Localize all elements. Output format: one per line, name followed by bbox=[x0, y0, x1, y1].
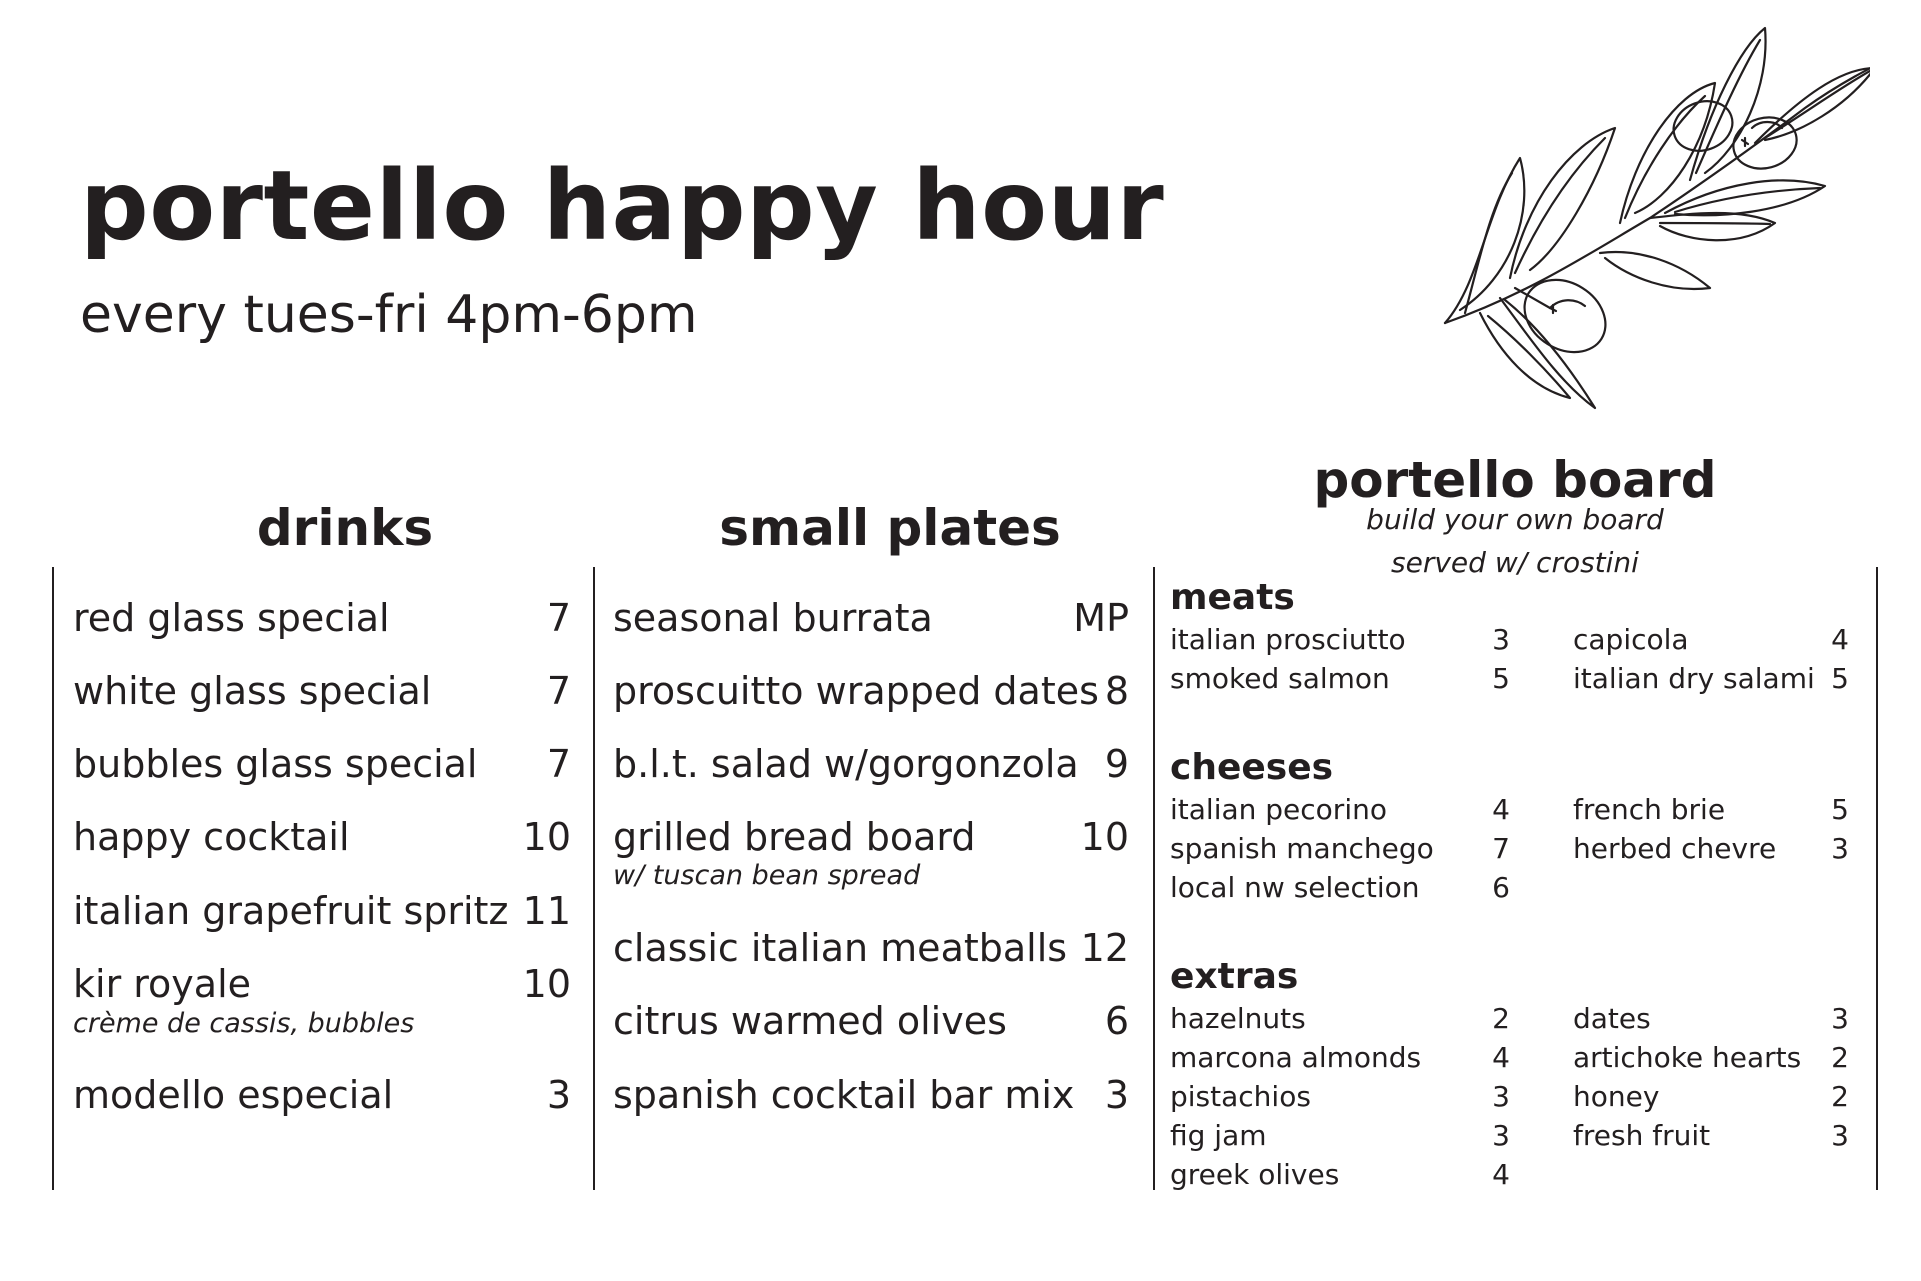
item-price: 10 bbox=[522, 815, 571, 859]
board-subtitle-build: build your own board bbox=[1366, 503, 1664, 536]
item-name: local nw selection bbox=[1170, 871, 1420, 904]
item-price: 7 bbox=[546, 669, 571, 713]
board-item bbox=[1170, 623, 1510, 656]
extras-heading: extras bbox=[1170, 956, 1299, 997]
board-item bbox=[1573, 623, 1849, 656]
item-price: 6 bbox=[1104, 999, 1129, 1043]
item-name: hazelnuts bbox=[1170, 1002, 1306, 1035]
item-price: 5 bbox=[1492, 662, 1510, 695]
item-name: herbed chevre bbox=[1573, 832, 1777, 865]
item-name: red glass special bbox=[73, 596, 390, 640]
item-price: 11 bbox=[522, 889, 571, 933]
menu-item bbox=[613, 815, 1129, 859]
drinks-heading: drinks bbox=[256, 499, 434, 557]
item-name: french brie bbox=[1573, 793, 1726, 826]
menu-item bbox=[613, 596, 1129, 640]
item-price: 3 bbox=[1831, 832, 1849, 865]
item-price: 3 bbox=[546, 1073, 571, 1117]
page-subtitle: every tues-fri 4pm-6pm bbox=[80, 285, 698, 345]
item-price: 4 bbox=[1831, 623, 1849, 656]
menu-item bbox=[73, 742, 571, 786]
board-item bbox=[1170, 662, 1510, 695]
item-price: 9 bbox=[1104, 742, 1129, 786]
board-item bbox=[1573, 1080, 1849, 1113]
small-plates-heading: small plates bbox=[719, 499, 1061, 557]
item-name: capicola bbox=[1573, 623, 1689, 656]
item-name: italian prosciutto bbox=[1170, 623, 1406, 656]
board-item bbox=[1573, 793, 1849, 826]
item-price: 4 bbox=[1492, 1041, 1510, 1074]
item-name: greek olives bbox=[1170, 1158, 1340, 1191]
item-price: 3 bbox=[1492, 1119, 1510, 1152]
item-price: 10 bbox=[522, 962, 571, 1006]
item-name: grilled bread board bbox=[613, 815, 976, 859]
menu-item bbox=[613, 999, 1129, 1043]
item-price: 2 bbox=[1492, 1002, 1510, 1035]
divider-right bbox=[1876, 567, 1878, 1190]
item-price: 10 bbox=[1080, 815, 1129, 859]
item-note: crème de cassis, bubbles bbox=[73, 1008, 415, 1039]
portello-board-heading: portello board bbox=[1313, 451, 1717, 509]
board-item bbox=[1573, 1041, 1849, 1074]
olive-branch-icon bbox=[1420, 8, 1870, 448]
item-name: honey bbox=[1573, 1080, 1660, 1113]
item-name: citrus warmed olives bbox=[613, 999, 1007, 1043]
item-name: marcona almonds bbox=[1170, 1041, 1422, 1074]
item-price: 3 bbox=[1492, 623, 1510, 656]
menu-item bbox=[613, 1073, 1129, 1117]
item-price: 7 bbox=[546, 596, 571, 640]
board-item bbox=[1170, 1041, 1510, 1074]
item-name: happy cocktail bbox=[73, 815, 350, 859]
item-price: 6 bbox=[1492, 871, 1510, 904]
menu-item bbox=[73, 1073, 571, 1117]
menu-item bbox=[73, 815, 571, 859]
item-note: w/ tuscan bean spread bbox=[613, 860, 921, 891]
item-price: 7 bbox=[546, 742, 571, 786]
menu-item bbox=[613, 926, 1129, 970]
board-item bbox=[1573, 1002, 1849, 1035]
item-price: 3 bbox=[1492, 1080, 1510, 1113]
item-price: 5 bbox=[1831, 662, 1849, 695]
item-name: b.l.t. salad w/gorgonzola bbox=[613, 742, 1079, 786]
board-item bbox=[1170, 871, 1510, 904]
item-price: 8 bbox=[1104, 669, 1129, 713]
item-price: 7 bbox=[1492, 832, 1510, 865]
menu-item bbox=[73, 669, 571, 713]
item-name: italian pecorino bbox=[1170, 793, 1387, 826]
board-item bbox=[1170, 1158, 1510, 1191]
item-price: 4 bbox=[1492, 793, 1510, 826]
item-name: bubbles glass special bbox=[73, 742, 478, 786]
item-name: white glass special bbox=[73, 669, 432, 713]
item-name: pistachios bbox=[1170, 1080, 1311, 1113]
item-name: kir royale bbox=[73, 962, 252, 1006]
item-name: classic italian meatballs bbox=[613, 926, 1068, 970]
board-item bbox=[1573, 1119, 1849, 1152]
item-price: 3 bbox=[1104, 1073, 1129, 1117]
menu-item bbox=[613, 742, 1129, 786]
menu-item bbox=[73, 596, 571, 640]
board-item bbox=[1573, 662, 1849, 695]
item-name: proscuitto wrapped dates bbox=[613, 669, 1099, 713]
board-item bbox=[1573, 832, 1849, 865]
item-name: italian dry salami bbox=[1573, 662, 1815, 695]
item-price: 2 bbox=[1831, 1080, 1849, 1113]
item-price: 2 bbox=[1831, 1041, 1849, 1074]
item-price: 3 bbox=[1831, 1119, 1849, 1152]
item-name: seasonal burrata bbox=[613, 596, 933, 640]
board-item bbox=[1170, 793, 1510, 826]
item-name: italian grapefruit spritz bbox=[73, 889, 509, 933]
board-item bbox=[1170, 1119, 1510, 1152]
item-price: 5 bbox=[1831, 793, 1849, 826]
page-title: portello happy hour bbox=[80, 150, 1165, 262]
board-item bbox=[1170, 832, 1510, 865]
board-item bbox=[1170, 1080, 1510, 1113]
divider-drinks-plates bbox=[593, 567, 595, 1190]
menu-item bbox=[73, 962, 571, 1006]
item-name: dates bbox=[1573, 1002, 1651, 1035]
item-price: 3 bbox=[1831, 1002, 1849, 1035]
item-price: 4 bbox=[1492, 1158, 1510, 1191]
board-subtitle-crostini: served w/ crostini bbox=[1391, 546, 1639, 579]
item-name: smoked salmon bbox=[1170, 662, 1390, 695]
item-name: modello especial bbox=[73, 1073, 394, 1117]
divider-plates-board bbox=[1153, 567, 1155, 1190]
item-price: 12 bbox=[1080, 926, 1129, 970]
divider-left bbox=[52, 567, 54, 1190]
item-price: MP bbox=[1073, 596, 1129, 640]
menu-item bbox=[613, 669, 1129, 713]
menu-item bbox=[73, 889, 571, 933]
item-name: fig jam bbox=[1170, 1119, 1267, 1152]
item-name: spanish cocktail bar mix bbox=[613, 1073, 1075, 1117]
meats-heading: meats bbox=[1170, 577, 1295, 618]
board-item bbox=[1170, 1002, 1510, 1035]
item-name: spanish manchego bbox=[1170, 832, 1434, 865]
cheeses-heading: cheeses bbox=[1170, 747, 1334, 788]
item-name: fresh fruit bbox=[1573, 1119, 1711, 1152]
item-name: artichoke hearts bbox=[1573, 1041, 1802, 1074]
